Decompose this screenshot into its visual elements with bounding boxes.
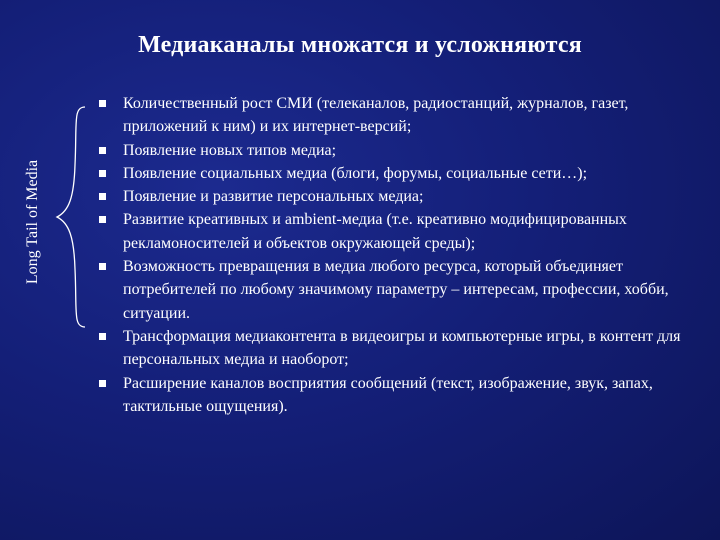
side-label: Long Tail of Media (24, 159, 41, 285)
bullet-list (95, 92, 695, 418)
list-item (95, 208, 695, 255)
list-item-text: Развитие креативных и ambient-медиа (т.е. креативно модифицированных рекламоносителей и объектов окружающей среды); (123, 211, 627, 252)
square-bullet-icon (99, 216, 106, 223)
list-item (95, 255, 695, 325)
list-item (95, 139, 695, 162)
square-bullet-icon (99, 193, 106, 200)
list-item (95, 162, 695, 185)
square-bullet-icon (99, 263, 106, 270)
square-bullet-icon (99, 380, 106, 387)
list-item-text: Расширение каналов восприятия сообщений (текст, изображение, звук, запах, тактильные ощущения). (123, 374, 653, 415)
slide-title: Медиаканалы множатся и усложняются (138, 32, 582, 58)
list-item-text: Появление новых типов медиа; (123, 141, 337, 159)
square-bullet-icon (99, 100, 106, 107)
list-item (95, 92, 695, 139)
square-bullet-icon (99, 170, 106, 177)
list-item-text: Трансформация медиаконтента в видеоигры и компьютерные игры, в контент для персональных медиа и наоборот; (123, 327, 681, 369)
curly-brace-icon (55, 105, 87, 335)
list-item-text: Появление социальных медиа (блоги, форумы, социальные сети…); (123, 164, 588, 182)
list-item (95, 185, 695, 208)
list-item (95, 325, 695, 372)
list-item-text: Возможность превращения в медиа любого ресурса, который объединяет потребителей по любому значимому параметру – интересам, профессии, хобби, ситуации. (123, 258, 669, 322)
square-bullet-icon (99, 147, 106, 154)
list-item-text: Появление и развитие персональных медиа; (123, 188, 424, 206)
list-item-text: Количественный рост СМИ (телеканалов, радиостанций, журналов, газет, приложений к ним) и их интернет-версий; (123, 95, 629, 136)
square-bullet-icon (99, 333, 106, 340)
list-item (95, 372, 695, 419)
